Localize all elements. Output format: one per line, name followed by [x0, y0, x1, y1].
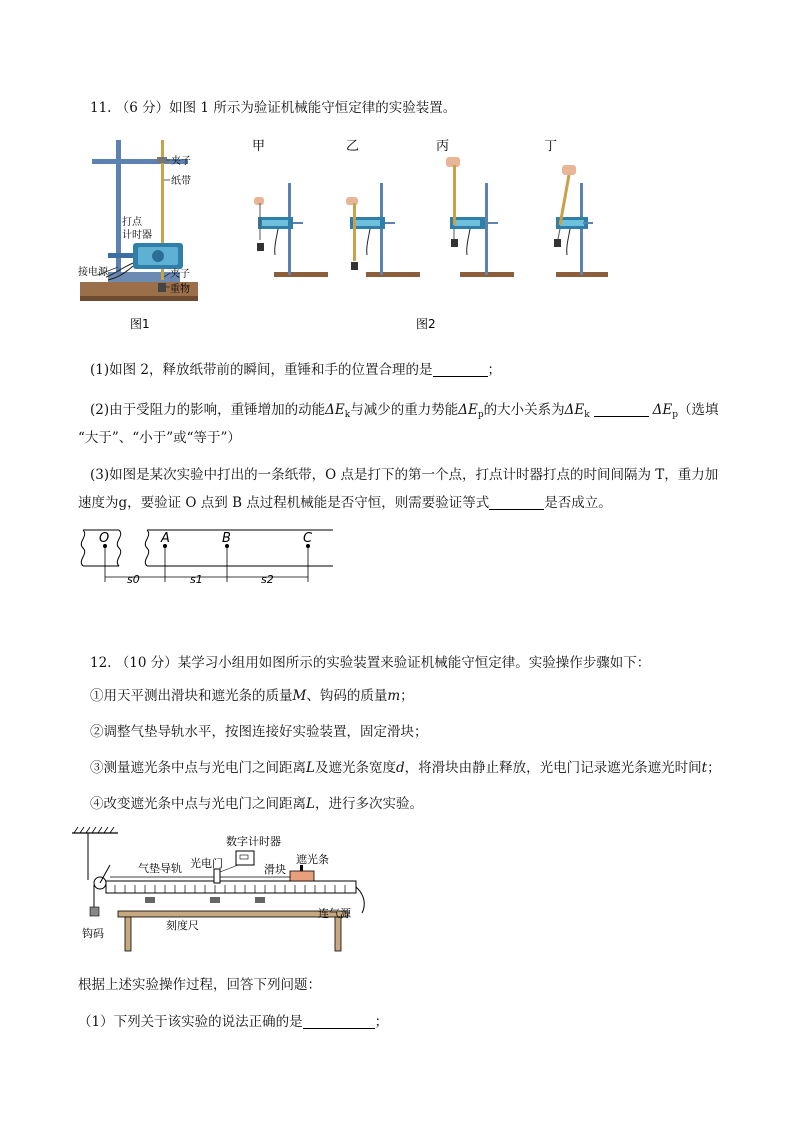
fig12-label-photogate: 光电门 [190, 857, 223, 870]
fig2-label-bing: 丙 [436, 139, 450, 154]
fig12-label-timer: 数字计时器 [226, 835, 281, 848]
air-track-figure [70, 825, 380, 955]
tape-point-B: B [222, 531, 231, 546]
q11-part1 [90, 361, 501, 379]
fig2-panel-yi [346, 183, 420, 277]
fig12-label-hook-weight: 钩码 [82, 927, 104, 940]
q11-part1-answer-blank[interactable] [433, 362, 488, 377]
tape-segment-s0: s0 [127, 573, 140, 586]
fig12-label-air-track: 气垫导轨 [138, 862, 182, 875]
q11-part2-answer-blank[interactable] [594, 402, 649, 417]
q11-part2-text-a: (2)由于受阻力的影响，重锤增加的动能 [90, 402, 326, 418]
q11-part2-text-d: （选填 [678, 402, 719, 418]
figure-2-hand-positions [238, 135, 608, 335]
fig1-caption: 图1 [130, 317, 150, 331]
q11-header: 11. （6 分）如图 1 所示为验证机械能守恒定律的实验装置。 [90, 100, 457, 116]
q12-symbol-d: d [395, 760, 405, 776]
q12-part1: （1）下列关于该实验的说法正确的是 ； [78, 1014, 389, 1030]
fig12-label-slider: 滑块 [264, 863, 286, 876]
q12-part1-answer-blank[interactable] [303, 1014, 375, 1029]
fig1-label-timer-1: 打点 [122, 217, 142, 228]
fig2-caption: 图2 [416, 317, 436, 331]
fig2-panel-jia [254, 183, 328, 277]
q11-part3-text-a: 速度为g，要验证 O 点到 B 点过程机械能是否守恒，则需要验证等式 [78, 495, 490, 511]
q11-part2-text-c: 的大小关系为 [483, 402, 565, 418]
q11-part1-end: ； [487, 362, 502, 378]
fig2-panel-bing [446, 157, 514, 277]
q11-part2-text-b: 与减少的重力势能 [350, 402, 459, 418]
q11-symbol-delta-ek: $\Delta E_k$ [325, 402, 351, 420]
q12-step3: ③测量遮光条中点与光电门之间距离L及遮光条宽度d，将滑块由静止释放，光电门记录遮光条遮光时间t； [90, 760, 721, 776]
figure-1-apparatus [78, 135, 228, 335]
tape-point-O: O [99, 531, 110, 546]
fig1-label-power: 接电源 [78, 267, 108, 278]
q11-part3-text-b: 是否成立。 [544, 495, 612, 511]
tape-segment-s1: s1 [190, 573, 203, 586]
q11-part3-line2 [78, 494, 612, 512]
q11-part3-answer-blank[interactable] [489, 495, 544, 510]
fig2-label-ding: 丁 [544, 139, 558, 154]
tape-point-A: A [161, 531, 170, 546]
q12-symbol-M: M [292, 688, 307, 704]
q12-step2: ②调整气垫导轨水平，按图连接好实验装置，固定滑块； [90, 724, 428, 740]
q12-symbol-m: m [387, 688, 401, 704]
q11-symbol-delta-ep: $\Delta E_p$ [458, 402, 484, 420]
q12-step1: ①用天平测出滑块和遮光条的质量M、钩码的质量m； [90, 688, 414, 704]
q12-symbol-t: t [701, 760, 708, 776]
tape-point-C: C [303, 531, 313, 546]
fig2-label-jia: 甲 [252, 139, 266, 154]
fig1-label-tape: 纸带 [171, 176, 191, 187]
fig1-label-clip-2: 夹子 [170, 269, 190, 280]
fig12-label-shutter: 遮光条 [296, 853, 329, 866]
q11-part2-line2: “大于”、“小于”或“等于”） [78, 430, 241, 446]
q11-part2-line1 [90, 401, 719, 424]
fig1-label-weight: 重物 [170, 284, 190, 295]
tape-segment-s2: s2 [261, 573, 274, 586]
q12-symbol-L: L [306, 760, 315, 776]
q12-header: 12. （10 分）某学习小组用如图所示的实验装置来验证机械能守恒定律。实验操作步骤如下： [90, 655, 651, 671]
q11-symbol-delta-ek-2: $\Delta E_k$ [564, 402, 590, 420]
fig12-label-air-source: 连气源 [318, 907, 351, 920]
fig2-label-yi: 乙 [346, 139, 360, 154]
fig1-label-clip: 夹子 [171, 156, 191, 167]
fig2-panel-ding [554, 165, 608, 277]
q12-step4: ④改变遮光条中点与光电门之间距离L，进行多次实验。 [90, 796, 423, 812]
fig1-label-timer-2: 计时器 [122, 230, 152, 241]
paper-tape-figure [75, 524, 340, 594]
fig12-label-ruler: 刻度尺 [166, 919, 199, 932]
q12-symbol-L-2: L [306, 796, 315, 812]
q11-symbol-delta-ep-2: $\Delta E_p$ [652, 402, 679, 420]
q11-part1-text: (1)如图 2，释放纸带前的瞬间，重锤和手的位置合理的是 [90, 362, 433, 378]
q12-after-text: 根据上述实验操作过程，回答下列问题： [78, 977, 321, 993]
q11-part3-line1: (3)如图是某次实验中打出的一条纸带，O 点是打下的第一个点，打点计时器打点的时间间隔为 T，重力加 [90, 467, 719, 483]
